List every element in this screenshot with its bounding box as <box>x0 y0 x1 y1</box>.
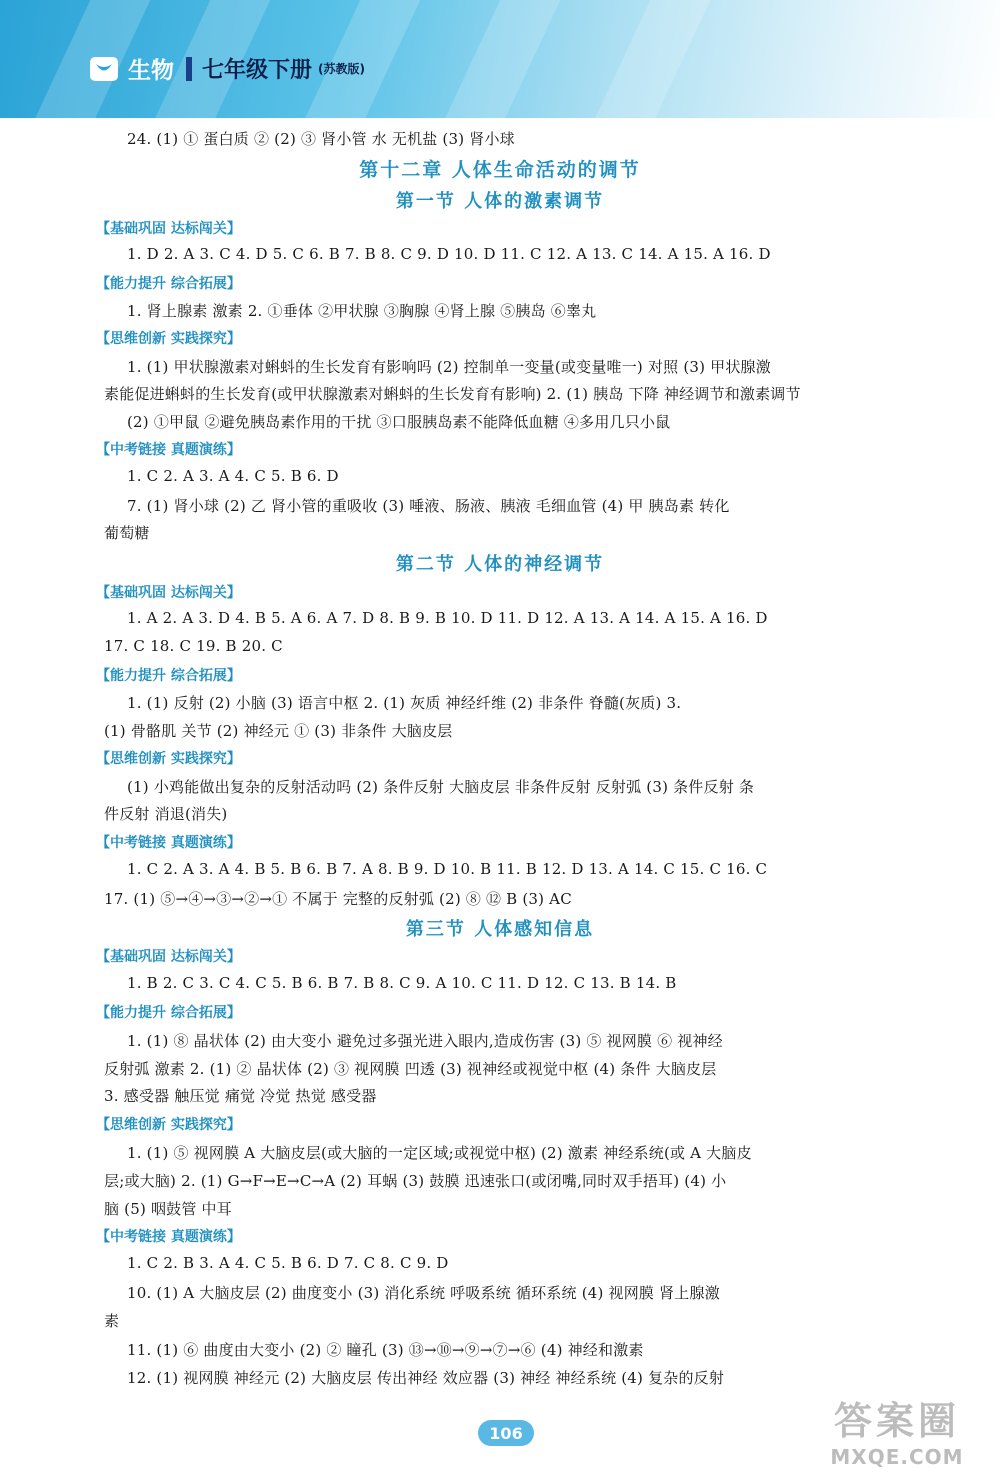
block-tag: 【基础巩固 达标闯关】 <box>96 585 241 601</box>
block-tag: 【中考链接 真题演练】 <box>96 1229 241 1245</box>
answer-line: 1. A 2. A 3. D 4. B 5. A 6. A 7. D 8. B 9. B 10. D 11. D 12. A 13. A 14. A 15. A 16. D <box>127 609 768 627</box>
watermark-logo-text: 答案圈 <box>833 1399 960 1443</box>
block-tag: 【能力提升 综合拓展】 <box>96 276 241 292</box>
answer-line: 脑 (5) 咽鼓管 中耳 <box>104 1200 232 1218</box>
block-tag: 【能力提升 综合拓展】 <box>96 668 241 684</box>
watermark-url: MXQE.COM <box>830 1445 964 1469</box>
answer-line: 葡萄糖 <box>104 524 150 542</box>
header-divider <box>186 57 192 81</box>
block-tag: 【能力提升 综合拓展】 <box>96 1005 241 1021</box>
block-tag: 【思维创新 实践探究】 <box>96 331 241 347</box>
answer-line: 1. C 2. A 3. A 4. C 5. B 6. D <box>127 467 339 485</box>
answer-line: 素 <box>104 1312 120 1330</box>
answer-line: (1) 小鸡能做出复杂的反射活动吗 (2) 条件反射 大脑皮层 非条件反射 反射弧 (3) 条件反射 条 <box>127 778 755 796</box>
chapter-title: 第十二章 人体生命活动的调节 <box>359 159 641 181</box>
block-tag: 【基础巩固 达标闯关】 <box>96 949 241 965</box>
section-title: 第三节 人体感知信息 <box>405 919 595 940</box>
answer-line: 7. (1) 肾小球 (2) 乙 肾小管的重吸收 (3) 唾液、肠液、胰液 毛细血管 (4) 甲 胰岛素 转化 <box>127 497 730 515</box>
answer-line: 1. (1) 甲状腺激素对蝌蚪的生长发育有影响吗 (2) 控制单一变量(或变量唯一) 对照 (3) 甲状腺激 <box>127 358 771 376</box>
answer-line: 24. (1) ① 蛋白质 ② (2) ③ 肾小管 水 无机盐 (3) 肾小球 <box>127 130 515 148</box>
answer-line: 1. B 2. C 3. C 4. C 5. B 6. B 7. B 8. C 9. A 10. C 11. D 12. C 13. B 14. B <box>127 974 677 992</box>
answer-line: 1. D 2. A 3. C 4. D 5. C 6. B 7. B 8. C 9. D 10. D 11. C 12. A 13. C 14. A 15. A 16. D <box>127 245 771 263</box>
subject-title: 生物 <box>128 58 174 84</box>
block-tag: 【基础巩固 达标闯关】 <box>96 221 241 237</box>
section-title: 第二节 人体的神经调节 <box>395 554 605 575</box>
edition-label: (苏教版) <box>318 62 365 76</box>
block-tag: 【中考链接 真题演练】 <box>96 442 241 458</box>
answer-line: 10. (1) A 大脑皮层 (2) 曲度变小 (3) 消化系统 呼吸系统 循环系统 (4) 视网膜 肾上腺激 <box>127 1284 720 1302</box>
answer-line: (2) ①甲鼠 ②避免胰岛素作用的干扰 ③口服胰岛素不能降低血糖 ④多用几只小鼠 <box>127 413 671 431</box>
answer-line: 11. (1) ⑥ 曲度由大变小 (2) ② 瞳孔 (3) ⑬→⑩→⑨→⑦→⑥ (4) 神经和激素 <box>127 1341 644 1359</box>
block-tag: 【思维创新 实践探究】 <box>96 1117 241 1133</box>
answer-line: 层;或大脑) 2. (1) G→F→E→C→A (2) 耳蜗 (3) 鼓膜 迅速张口(或闭嘴,同时双手捂耳) (4) 小 <box>104 1172 727 1190</box>
watermark <box>812 1390 982 1470</box>
leaf-logo-icon <box>90 57 118 81</box>
page-number: 106 <box>478 1420 534 1446</box>
block-tag: 【思维创新 实践探究】 <box>96 751 241 767</box>
block-tag: 【中考链接 真题演练】 <box>96 835 241 851</box>
answer-line: 1. (1) ⑧ 晶状体 (2) 由大变小 避免过多强光进入眼内,造成伤害 (3) ⑤ 视网膜 ⑥ 视神经 <box>127 1032 723 1050</box>
answer-line: 1. (1) ⑤ 视网膜 A 大脑皮层(或大脑的一定区域;或视觉中枢) (2) 激素 神经系统(或 A 大脑皮 <box>127 1144 752 1162</box>
answer-line: 17. (1) ⑤→④→③→②→① 不属于 完整的反射弧 (2) ⑧ ⑫ B (3) AC <box>104 890 572 908</box>
answer-line: 12. (1) 视网膜 神经元 (2) 大脑皮层 传出神经 效应器 (3) 神经 神经系统 (4) 复杂的反射 <box>127 1369 725 1387</box>
answer-line: 1. 肾上腺素 激素 2. ①垂体 ②甲状腺 ③胸腺 ④肾上腺 ⑤胰岛 ⑥睾丸 <box>127 302 597 320</box>
answer-line: 3. 感受器 触压觉 痛觉 冷觉 热觉 感受器 <box>104 1087 377 1105</box>
answer-line: 1. (1) 反射 (2) 小脑 (3) 语言中枢 2. (1) 灰质 神经纤维 (2) 非条件 脊髓(灰质) 3. <box>127 694 682 712</box>
answer-line: 1. C 2. B 3. A 4. C 5. B 6. D 7. C 8. C 9. D <box>127 1254 449 1272</box>
answer-line: (1) 骨骼肌 关节 (2) 神经元 ① (3) 非条件 大脑皮层 <box>104 722 453 740</box>
section-title: 第一节 人体的激素调节 <box>395 191 605 212</box>
grade-title: 七年级下册 <box>202 58 313 83</box>
book-header <box>90 52 365 85</box>
answer-line: 17. C 18. C 19. B 20. C <box>104 637 283 655</box>
answer-line: 件反射 消退(消失) <box>104 805 228 823</box>
header-banner <box>0 0 1000 118</box>
answer-line: 1. C 2. A 3. A 4. B 5. B 6. B 7. A 8. B 9. D 10. B 11. B 12. D 13. A 14. C 15. C 16. C <box>127 860 768 878</box>
answer-line: 反射弧 激素 2. (1) ② 晶状体 (2) ③ 视网膜 凹透 (3) 视神经或视觉中枢 (4) 条件 大脑皮层 <box>104 1060 717 1078</box>
answer-line: 素能促进蝌蚪的生长发育(或甲状腺激素对蝌蚪的生长发育有影响) 2. (1) 胰岛 下降 神经调节和激素调节 <box>104 385 801 403</box>
